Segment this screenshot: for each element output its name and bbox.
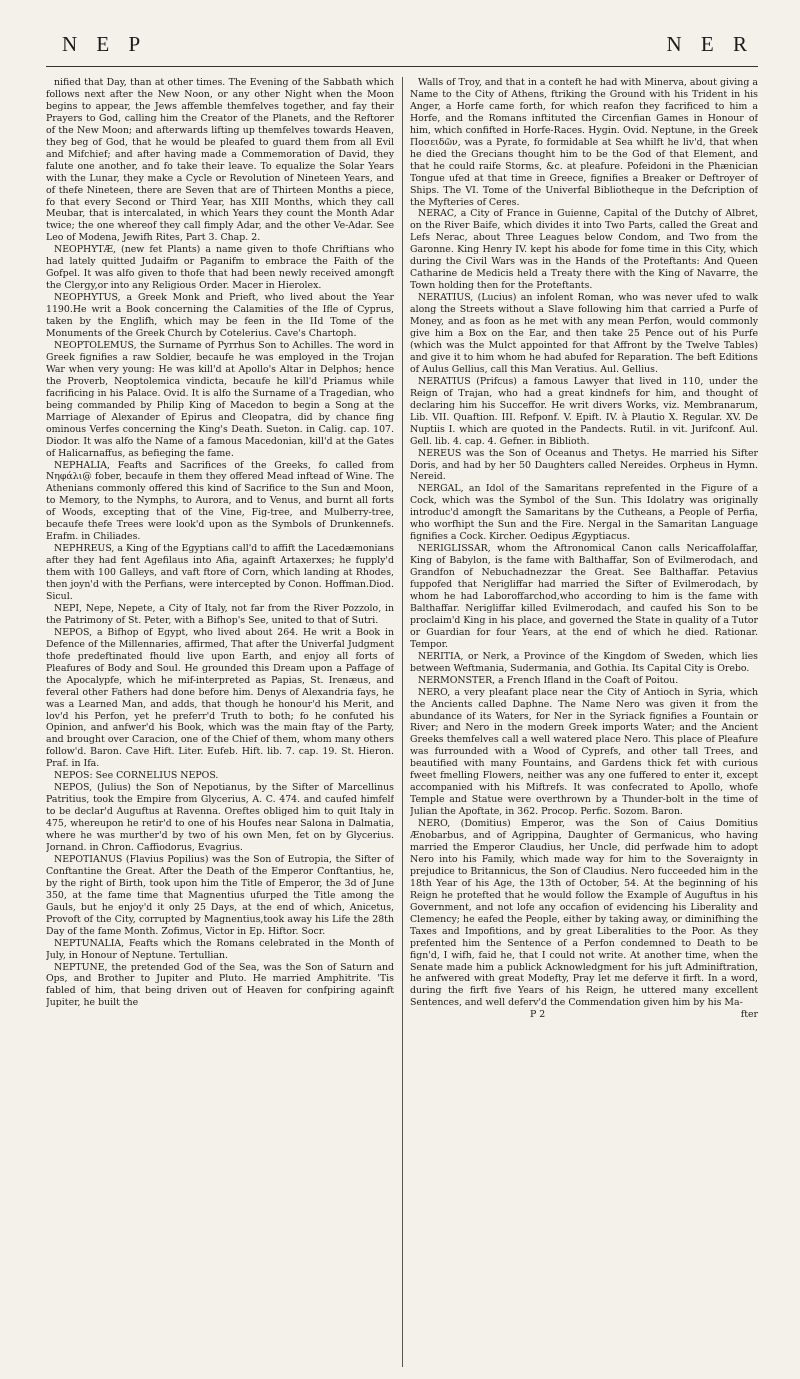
signature-mark: P 2 <box>530 1009 546 1021</box>
right-headword: N E R <box>666 32 754 56</box>
entry-paragraph: NERITIA, or Nerk, a Province of the Kingdom of Sweden, which lies between Weftmania, Sudermania, and Gothia. Its Capital City is Orebo. <box>410 650 758 674</box>
entry-paragraph: NERAC, a City of France in Guienne, Capital of the Dutchy of Albret, on the River Baife, which divides it into Two Parts, called the Great and Lefs Nerac, about Three Leagues below Condom, and Two from the Garonne. King Henry IV. kept his abode for fome time in this City, which during the Civil Wars was in the Hands of the Proteftants: And Queen Catharine de Medicis held a Treaty there with the King of Navarre, the Town holding then for the Proteftants. <box>410 208 758 292</box>
entry-paragraph: NEOPTOLEMUS, the Surname of Pyrrhus Son to Achilles. The word in Greek fignifies a raw Soldier, becaufe he was employed in the Trojan War when very young: He was kill'd at Apollo's Altar in Delphos; hence the Proverb, Neoptolemica vindicta, becaufe he kill'd Priamus while facrificing in his Palace. Ovid. It is alfo the Surname of a Tragedian, who being commanded by Philip King of Macedon to begin a Song at the Marriage of Alexander of Epirus and Cleopatra, did by chance fing ominous Verfes concerning the King's Death. Sueton. in Calig. cap. 107. Diodor. It was alfo the Name of a famous Macedonian, kill'd at the Gates of Halicarnaffus, as befieging the fame. <box>46 339 394 459</box>
entry-paragraph: NEPOS: See CORNELIUS NEPOS. <box>54 770 219 782</box>
entry-paragraph: Walls of Troy, and that in a conteft he had with Minerva, about giving a Name to the City of Athens, ftriking the Ground with his Trident in his Anger, a Horfe came forth, for which reafon they facrificed to him a Horfe, and the Romans inftituted the Circenfian Games in Honour of him, which confifted in Horfe-Races. Hygin. Ovid. Neptune, in the Greek Ποσειδῶν, was a Pyrate, fo formidable at Sea whilft he liv'd, that when he died the Grecians thought him to be the God of that Element, and that he could raife Storms, &c. at pleafure. Pofeidoni in the Phænician Tongue ufed at that time in Greece, fignifies a Breaker or Deftroyer of Ships. The VI. Tome of the Univerfal Bibliotheque in the Defcription of the Myfteries of Ceres. <box>410 77 758 208</box>
two-column-body <box>46 77 758 1367</box>
entry-paragraph: NERGAL, an Idol of the Samaritans reprefented in the Figure of a Cock, which was the Symbol of the Sun. This Idolatry was originally introduc'd amongft the Samaritans by the Cutheans, a People of Perfia, who worfhipt the Sun and the Fire. Nergal in the Samaritan Language fignifies a Cock. Kircher. Oedipus Ægyptiacus. <box>410 483 758 543</box>
left-column <box>46 77 394 1367</box>
entry-paragraph: NEPHREUS, a King of the Egyptians call'd to affift the Lacedæmonians after they had fent Agefilaus into Afia, againft Artaxerxes; he fupply'd them with 100 Galleys, and vaft ftore of Corn, which landing at Rhodes, then joyn'd with the Perfians, were intercepted by Conon. Hoffman.Diod. Sicul. <box>46 543 394 602</box>
entry-paragraph: NEPTUNE, the pretended God of the Sea, was the Son of Saturn and Ops, and Brother to Jupiter and Pluto. He married Amphitrite. 'Tis fabled of him, that being driven out of Heaven for confpiring againft Jupiter, he built the <box>46 961 394 1009</box>
entry-paragraph: NEREUS was the Son of Oceanus and Thetys. He married his Sifter Doris, and had by her 50 Daughters called Nereides. Orpheus in Hymn. Nereid. <box>410 447 758 483</box>
catchword: fter <box>740 1009 758 1021</box>
entry-paragraph: NEPOS, a Bifhop of Egypt, who lived about 264. He writ a Book in Defence of the Millennaries, affirmed, That after the Univerfal Judgment thofe predeftinated fhould live upon Earth, and enjoy all forts of Pleafures of Body and Soul. He grounded this Dream upon a Paffage of the Apocalypfe, which he mif-interpreted as Papias, St. Irenæus, and feveral other Fathers had done before him. Denys of Alexandria fays, he was a Learned Man, and adds, that though he honour'd his Merit, and lov'd his Perfon, yet he preferr'd Truth to both; fo he confuted his Opinion, and anfwer'd his Book, which was the main ftay of the Party, and brought over Caracion, one of the Chief of them, whom many others follow'd. Baron. Cave Hift. Liter. Eufeb. Hift. lib. 7. cap. 19. St. Hieron. Praf. in Ifa. <box>46 626 394 770</box>
entry-paragraph: NEOPHYTUS, a Greek Monk and Prieft, who lived about the Year 1190.He writ a Book concerning the Calamities of the Ifle of Cyprus, taken by the Englifh, which may be feen in the IId Tome of the Monuments of the Greek Church by Cotelerius. Cave's Chartoph. <box>46 292 394 340</box>
entry-paragraph: NERATIUS, (Lucius) an infolent Roman, who was never ufed to walk along the Streets without a Slave following him that carried a Purfe of Money, and as foon as he met with any mean Perfon, would commonly give him a Box on the Ear, and then take 25 Pence out of his Purfe (which was the Mulct appointed for that Affront by the Twelve Tables) and give it to him whom he had abufed for Reparation. The beft Editions of Aulus Gellius, call this Man Veratius. Aul. Gellius. <box>410 292 758 375</box>
right-column <box>410 77 758 1367</box>
entry-paragraph: NERO, a very pleafant place near the City of Antioch in Syria, which the Ancients called Daphne. The Name Nero was given it from the abundance of its Waters, for Ner in the Syriack fignifies a Fountain or River; and Nero in the modern Greek imports Water; and the Ancient Greeks themfelves call a well watered place Nero. This place of Pleafure was furrounded with a Wood of Cyprefs, and other tall Trees, and beautified with many Fountains, and Gardens thick fet with curious fweet fmelling Flowers, neither was any one fuffered to enter it, except accompanied with his Miftrefs. It was confecrated to Apollo, whofe Temple and Statue were overthrown by a Thunder-bolt in the time of Julian the Apoftate, in 362. Procop. Perfic. Sozom. Baron. <box>410 686 758 818</box>
entry-paragraph: NEPOTIANUS (Flavius Popilius) was the Son of Eutropia, the Sifter of Conftantine the Great. After the Death of the Emperor Conftantius, he, by the right of Birth, took upon him the Title of Emperor, the 3d of June 350, at the fame time that Magnentius ufurped the Title among the Gauls, but he enjoy'd it only 25 Days, at the end of which, Anicetus, Provoft of the City, corrupted by Magnentius,took away his Life the 28th Day of the fame Month. Zofimus, Victor in Ep. Hiftor. Socr. <box>46 853 394 937</box>
entry-paragraph: NERMONSTER, a French Ifland in the Coaft of Poitou. <box>418 674 679 686</box>
entry-paragraph: NERATIUS (Prifcus) a famous Lawyer that lived in 110, under the Reign of Trajan, who had a great kindnefs for him, and thought of declaring him his Succeffor. He writ divers Works, viz. Membranarum, Lib. VII. Quaftion. III. Refponf. V. Epift. IV. à Plautio X. Regular. XV. De Nuptiis I. which are quoted in the Pandects. Rutil. in vit. Jurifconf. Aul. Gell. lib. 4. cap. 4. Gefner. in Biblioth. <box>410 375 758 447</box>
running-header <box>46 32 758 67</box>
entry-paragraph: NERO, (Domitius) Emperor, was the Son of Caius Domitius Ænobarbus, and of Agrippina, Daughter of Germanicus, who having married the Emperor Claudius, her Uncle, did perfwade him to adopt Nero into his Family, which made way for him to the Soveraignty in prejudice to Britannicus, the Son of Claudius. Nero fucceeded him in the 18th Year of his Age, the 13th of October, 54. At the beginning of his Reign he protefted that he would follow the Example of Auguftus in his Government, and not lofe any occafion of evidencing his Liberality and Clemency; he eafed the People, either by taking away, or diminifhing the Taxes and Impofitions, and by great Liberalities to the Poor. As they prefented him the Sentence of a Perfon condemned to Death to be fign'd, I wifh, faid he, that I could not write. At another time, when the Senate made him a publick Acknowledgment for his juft Adminiftration, he anfwered with great Modefty, Pray let me deferve it firft. In a word, during the firft five Years of his Reign, he uttered many excellent Sentences, and well deferv'd the Commendation given him by his Ma- <box>410 818 758 1009</box>
entry-paragraph: NERIGLISSAR, whom the Aftronomical Canon calls Nericaffolaffar, King of Babylon, is the fame with Balthaffar, Son of Evilmerodach, and Grandfon of Nebuchadnezzar the Great. See Balthaffar. Petavius fuppofed that Nerigliffar had married the Sifter of Evilmerodach, by whom he had Laboroffarchod,who according to him is the fame with Balthaffar. Nerigliffar killed Evilmerodach, and caufed his Son to be proclaim'd King in his place, and governed the State in quality of a Tutor or Guardian for four Years, at the end of which he died. Rationar. Tempor. <box>410 543 758 650</box>
column-divider <box>402 77 403 1367</box>
entry-paragraph: NEPI, Nepe, Nepete, a City of Italy, not far from the River Pozzolo, in the Patrimony of St. Peter, with a Bifhop's See, united to that of Sutri. <box>46 602 394 626</box>
entry-paragraph: NEPTUNALIA, Feafts which the Romans celebrated in the Month of July, in Honour of Neptune. Tertullian. <box>46 937 394 961</box>
entry-paragraph: nified that Day, than at other times. The Evening of the Sabbath which follows next after the New Noon, or any other Night when the Moon begins to appear, the Jews affemble themfelves together, and fay their Prayers to God, calling him the Creator of the Planets, and the Reftorer of the New Moon; and afterwards lifting up themfelves towards Heaven, they beg of God, that he would be pleafed to guard them from all Evil and Mifchief; and after having made a Commemoration of David, they falute one another, and fo take their leave. To equalize the Solar Years with the Lunar, they make a Cycle or Revolution of Nineteen Years, and of thefe Nineteen, there are Seven that are of Thirteen Months a piece, fo that every Second or Third Year, has XIII Months, which they call Meubar, that is intercalated, in which Years they count the Month Adar twice; the one whereof they call fimply Adar, and the other Ve-Adar. See Leo of Modena, Jewifh Rites, Part 3. Chap. 2. <box>46 77 394 244</box>
entry-paragraph: NEPOS, (Julius) the Son of Nepotianus, by the Sifter of Marcellinus Patritius, took the Empire from Glycerius, A. C. 474. and caufed himfelf to be declar'd Auguftus at Ravenna. Oreftes obliged him to quit Italy in 475, whereupon he retir'd to one of his Houfes near Salona in Dalmatia, where he was murther'd by two of his own Men, fet on by Glycerius. Jornand. in Chron. Caffiodorus, Evagrius. <box>46 782 394 853</box>
entry-paragraph: NEOPHYTÆ, (new fet Plants) a name given to thofe Chriftians who had lately quitted Judaifm or Paganifm to embrace the Faith of the Gofpel. It was alfo given to thofe that had been newly received amongft the Clergy,or into any Religious Order. Macer in Hierolex. <box>46 244 394 292</box>
left-headword: N E P <box>62 32 148 56</box>
entry-paragraph: NEPHALIA, Feafts and Sacrifices of the Greeks, fo called from Νηφάλι@ fober, becaufe in them they offered Mead inftead of Wine. The Athenians commonly offered this kind of Sacrifice to the Sun and Moon, to Memory, to the Nymphs, to Aurora, and to Venus, and burnt all forts of Woods, excepting that of the Vine, Fig-tree, and Mulberry-tree, becaufe thefe Trees were look'd upon as the Symbols of Drunkennefs. Erafm. in Chiliades. <box>46 459 394 543</box>
